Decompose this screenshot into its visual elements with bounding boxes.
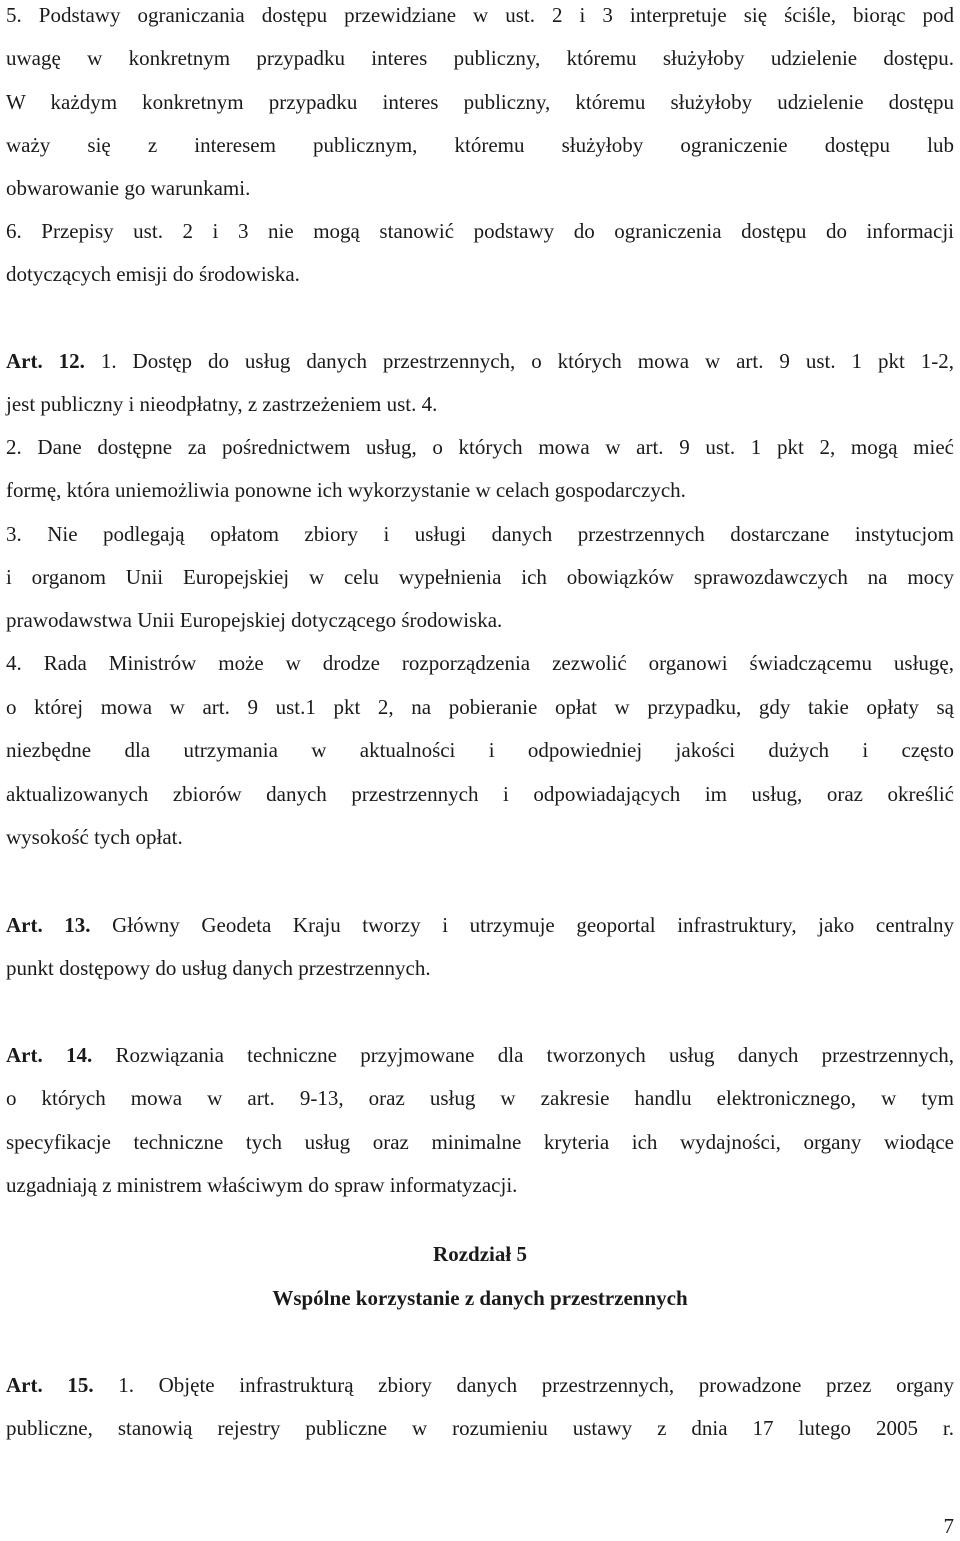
text-segment: specyfikacje techniczne tych usług oraz minimalne kryteria ich wydajności, organy wiodące <box>6 1130 954 1154</box>
text-line <box>6 1370 954 1400</box>
text-segment: 4. Rada Ministrów może w drodze rozporządzenia zezwolić organowi świadczącemu usługę, <box>6 651 954 675</box>
text-line <box>6 1127 954 1157</box>
text-segment: formę, która uniemożliwia ponowne ich wykorzystanie w celach gospodarczych. <box>6 478 686 502</box>
text-segment: waży się z interesem publicznym, któremu służyłoby ograniczenie dostępu lub <box>6 133 954 157</box>
text-segment: 2. Dane dostępne za pośrednictwem usług, o których mowa w art. 9 ust. 1 pkt 2, mogą mieć <box>6 435 954 459</box>
text-line <box>6 346 954 376</box>
text-line <box>6 87 954 117</box>
bold-text-segment: Art. 13. <box>6 913 91 937</box>
bold-text-segment: Wspólne korzystanie z danych przestrzennych <box>272 1286 688 1310</box>
text-line <box>6 432 954 462</box>
text-line <box>6 173 954 203</box>
text-line <box>6 1170 954 1200</box>
text-segment: Główny Geodeta Kraju tworzy i utrzymuje geoportal infrastruktury, jako centralny <box>90 913 954 937</box>
text-line <box>6 1083 954 1113</box>
text-segment: 1. Dostęp do usług danych przestrzennych, o których mowa w art. 9 ust. 1 pkt 1-2, <box>84 349 954 373</box>
text-segment: o których mowa w art. 9-13, oraz usług w zakresie handlu elektronicznego, w tym <box>6 1086 954 1110</box>
text-segment: wysokość tych opłat. <box>6 825 183 849</box>
text-line <box>6 953 954 983</box>
bold-text-segment: Rozdział 5 <box>433 1242 527 1266</box>
text-line <box>6 1040 954 1070</box>
text-segment: punkt dostępowy do usług danych przestrzennych. <box>6 956 431 980</box>
text-line <box>6 0 954 30</box>
text-segment: W każdym konkretnym przypadku interes publiczny, któremu służyłoby udzielenie dostępu <box>6 90 954 114</box>
text-line <box>6 1283 954 1313</box>
text-segment: obwarowanie go warunkami. <box>6 176 251 200</box>
text-line <box>6 822 954 852</box>
bold-text-segment: Art. 14. <box>6 1043 93 1067</box>
text-line <box>6 43 954 73</box>
bold-text-segment: Art. 12. <box>6 349 85 373</box>
text-segment: 3. Nie podlegają opłatom zbiory i usługi danych przestrzennych dostarczane instytucjom <box>6 522 954 546</box>
text-line <box>6 605 954 635</box>
text-line <box>6 648 954 678</box>
text-line <box>6 910 954 940</box>
text-segment: Rozwiązania techniczne przyjmowane dla tworzonych usług danych przestrzennych, <box>92 1043 955 1067</box>
text-segment: 6. Przepisy ust. 2 i 3 nie mogą stanowić podstawy do ograniczenia dostępu do informacji <box>6 219 954 243</box>
text-line <box>6 475 954 505</box>
text-segment: uwagę w konkretnym przypadku interes publiczny, któremu służyłoby udzielenie dostępu. <box>6 46 954 70</box>
text-segment: uzgadniają z ministrem właściwym do spraw informatyzacji. <box>6 1173 518 1197</box>
text-segment: publiczne, stanowią rejestry publiczne w rozumieniu ustawy z dnia 17 lutego 2005 r. <box>6 1416 954 1440</box>
text-segment: dotyczących emisji do środowiska. <box>6 262 300 286</box>
text-segment: aktualizowanych zbiorów danych przestrzennych i odpowiadających im usług, oraz określić <box>6 782 954 806</box>
text-line <box>6 216 954 246</box>
text-line <box>6 1239 954 1269</box>
text-segment: 1. Objęte infrastrukturą zbiory danych przestrzennych, prowadzone przez organy <box>93 1373 954 1397</box>
text-segment: o której mowa w art. 9 ust.1 pkt 2, na pobieranie opłat w przypadku, gdy takie opłaty są <box>6 695 954 719</box>
text-line <box>6 1413 954 1443</box>
text-line <box>6 259 954 289</box>
text-line <box>6 389 954 419</box>
text-line <box>6 735 954 765</box>
page-number: 7 <box>943 1514 954 1538</box>
text-line <box>6 519 954 549</box>
text-line <box>6 692 954 722</box>
text-segment: jest publiczny i nieodpłatny, z zastrzeżeniem ust. 4. <box>6 392 438 416</box>
text-line <box>6 562 954 592</box>
text-line <box>6 130 954 160</box>
text-segment: 5. Podstawy ograniczania dostępu przewidziane w ust. 2 i 3 interpretuje się ściśle, biorąc pod <box>6 3 954 27</box>
text-segment: prawodawstwa Unii Europejskiej dotyczącego środowiska. <box>6 608 503 632</box>
text-segment: niezbędne dla utrzymania w aktualności i odpowiedniej jakości dużych i często <box>6 738 954 762</box>
text-line <box>6 779 954 809</box>
text-segment: i organom Unii Europejskiej w celu wypełnienia ich obowiązków sprawozdawczych na mocy <box>6 565 954 589</box>
bold-text-segment: Art. 15. <box>6 1373 94 1397</box>
